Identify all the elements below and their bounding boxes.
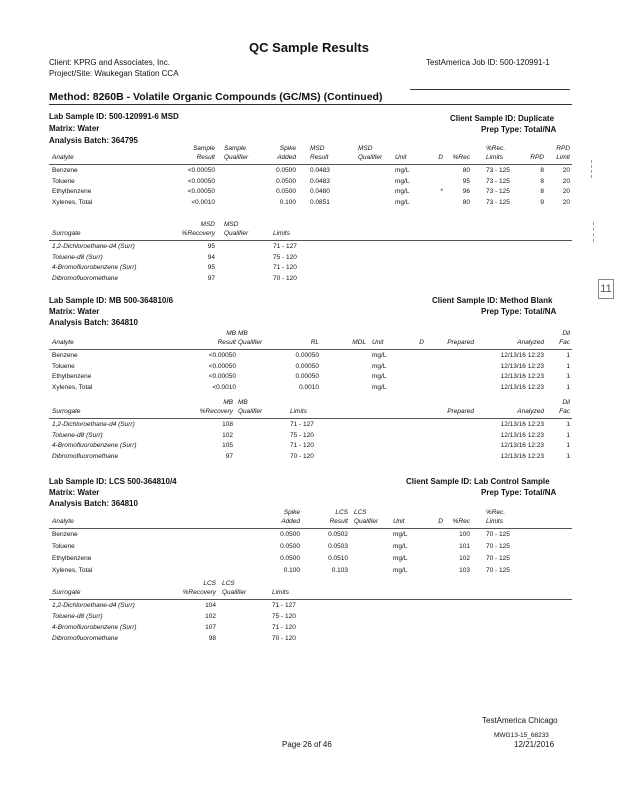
table-cell: <0.00050	[208, 373, 236, 380]
table-cell: 1	[566, 362, 570, 370]
table-cell: 1	[566, 383, 570, 391]
table-cell: 12/13/16 12:23	[500, 383, 544, 391]
table-cell: 102	[222, 431, 233, 439]
table-cell: 0.103	[331, 567, 348, 574]
column-header: RPD	[556, 145, 570, 152]
table-cell: 12/13/16 12:23	[500, 352, 544, 359]
lab-sample-id: Lab Sample ID: 500-120991-6 MSD	[49, 112, 179, 121]
table-cell: 1	[566, 352, 570, 359]
table-cell: 70 - 120	[273, 274, 297, 282]
analysis-batch: Analysis Batch: 364795	[49, 136, 138, 145]
column-header: Added	[281, 518, 300, 525]
column-header: Spike	[283, 509, 300, 516]
table-cell: mg/L	[393, 555, 408, 562]
table-cell: mg/L	[395, 188, 410, 195]
table-cell: 102	[459, 555, 470, 562]
table-cell: 1	[566, 421, 570, 428]
column-header: Qualifier	[238, 408, 263, 415]
table-cell: 70 - 120	[272, 635, 296, 642]
column-header: Result	[329, 518, 348, 525]
row-label: Toluene	[52, 362, 75, 370]
table-cell: 0.0500	[280, 555, 300, 562]
table-cell: 0.0502	[328, 531, 348, 538]
table-cell: 9	[540, 198, 544, 206]
prep-type: Prep Type: Total/NA	[481, 125, 557, 134]
table-cell: mg/L	[393, 531, 408, 538]
table-cell: 107	[205, 624, 216, 631]
column-header: %Recovery	[199, 408, 233, 415]
table-cell: 102	[205, 613, 216, 620]
table-cell: mg/L	[372, 362, 387, 370]
column-header: Dil	[562, 330, 570, 337]
matrix: Matrix: Water	[49, 488, 100, 497]
table-cell: 95	[207, 264, 215, 271]
row-label: 4-Bromofluorobenzene (Surr)	[52, 264, 137, 271]
table-cell: 20	[562, 188, 570, 195]
row-label: Benzene	[52, 167, 78, 174]
column-header: MB	[238, 330, 248, 337]
table-cell: 97	[207, 274, 215, 282]
column-header: Added	[277, 154, 296, 161]
table-cell: <0.0010	[212, 383, 236, 391]
client-sample-id: Client Sample ID: Method Blank	[432, 296, 553, 305]
table-cell: 12/13/16 12:23	[500, 431, 544, 439]
table-cell: <0.00050	[187, 177, 215, 185]
row-label: Dibromofluoromethane	[52, 635, 119, 642]
table-cell: 73 - 125	[486, 188, 510, 195]
row-label: 4-Bromofluorobenzene (Surr)	[52, 442, 137, 449]
column-header: %Rec	[452, 518, 470, 525]
footer-page-number: Page 26 of 46	[282, 740, 332, 749]
lab-sample-id: Lab Sample ID: MB 500-364810/6	[49, 296, 174, 305]
row-label: Benzene	[52, 352, 78, 359]
table-cell: 0.0500	[276, 167, 296, 174]
client-name: Client: KPRG and Associates, Inc.	[49, 58, 170, 67]
table-cell: mg/L	[395, 167, 410, 174]
page-title: QC Sample Results	[249, 40, 369, 55]
column-header: Sample	[192, 145, 215, 152]
table-cell: 70 - 125	[486, 531, 510, 538]
table-cell: <0.00050	[208, 362, 236, 370]
column-header: Analyzed	[517, 408, 544, 415]
table-cell: 0.0483	[310, 167, 330, 174]
table-cell: 75 - 120	[290, 431, 314, 439]
analysis-batch: Analysis Batch: 364810	[49, 318, 138, 327]
prep-type: Prep Type: Total/NA	[481, 488, 557, 497]
row-label: Toluene-d8 (Surr)	[52, 431, 103, 439]
row-label: Xylenes, Total	[52, 383, 93, 391]
column-header: Sample	[224, 145, 247, 152]
table-cell: 73 - 125	[486, 198, 510, 206]
table-cell: 73 - 125	[486, 167, 510, 174]
column-header: Analyte	[52, 339, 74, 346]
table-cell: mg/L	[372, 352, 387, 359]
table-cell: 1	[566, 373, 570, 380]
table-cell: 0.0480	[310, 188, 330, 195]
table-cell: <0.00050	[208, 352, 236, 359]
prep-type: Prep Type: Total/NA	[481, 307, 557, 316]
table-cell: 8	[540, 188, 544, 195]
table-cell: 1	[566, 452, 570, 460]
table-cell: 0.00050	[295, 362, 319, 370]
table-cell: 98	[208, 635, 216, 642]
column-header: Qualifier	[222, 589, 247, 596]
column-header: Analyte	[52, 154, 74, 161]
column-header: Limits	[486, 154, 503, 161]
table-cell: 71 - 120	[273, 264, 297, 271]
column-header: MSD	[310, 145, 325, 152]
column-header: Fac	[559, 408, 570, 415]
column-header: %Rec.	[486, 509, 506, 516]
row-label: Toluene-d8 (Surr)	[52, 613, 103, 620]
table-cell: 70 - 120	[290, 452, 314, 460]
column-header: Analyzed	[517, 339, 544, 346]
lab-sample-id: Lab Sample ID: LCS 500-364810/4	[49, 477, 177, 486]
table-cell: *	[440, 188, 443, 195]
project-site: Project/Site: Waukegan Station CCA	[49, 69, 179, 78]
row-label: Ethylbenzene	[52, 373, 92, 380]
table-cell: 94	[207, 253, 215, 261]
table-cell: 20	[562, 198, 570, 206]
table-cell: 97	[225, 452, 233, 460]
table-cell: 20	[562, 177, 570, 185]
column-header: %Recovery	[182, 589, 216, 596]
footer-company: TestAmerica Chicago	[482, 716, 558, 725]
row-label: 1,2-Dichloroethane-d4 (Surr)	[52, 602, 135, 609]
table-cell: 70 - 125	[486, 543, 510, 550]
table-cell: 12/13/16 12:23	[500, 421, 544, 428]
column-header: LCS	[203, 580, 216, 587]
table-cell: 0.0500	[280, 531, 300, 538]
table-cell: 0.0500	[280, 543, 300, 550]
column-header: MB	[238, 399, 248, 406]
row-label: Ethylbenzene	[52, 555, 92, 562]
column-header: MSD	[200, 221, 215, 228]
column-header: Unit	[372, 339, 384, 346]
column-header: Qualifier	[224, 154, 249, 161]
job-id: TestAmerica Job ID: 500-120991-1	[426, 58, 550, 67]
column-header: %Recovery	[181, 230, 215, 237]
column-header: Limits	[290, 408, 307, 415]
row-label: 1,2-Dichloroethane-d4 (Surr)	[52, 421, 135, 428]
column-header: Surrogate	[52, 230, 81, 237]
row-label: Dibromofluoromethane	[52, 452, 119, 460]
table-cell: mg/L	[395, 177, 410, 185]
column-header: D	[419, 339, 424, 346]
table-cell: 80	[462, 167, 470, 174]
column-header: RPD	[530, 154, 544, 161]
column-header: RL	[310, 339, 319, 346]
table-cell: 104	[205, 602, 216, 609]
column-header: Surrogate	[52, 408, 81, 415]
table-cell: 71 - 127	[272, 602, 296, 609]
table-cell: 12/13/16 12:23	[500, 373, 544, 380]
table-cell: 101	[459, 543, 470, 550]
column-header: Prepared	[447, 339, 474, 346]
method-title: Method: 8260B - Volatile Organic Compounds (GC/MS) (Continued)	[49, 91, 383, 103]
table-cell: 20	[562, 167, 570, 174]
table-cell: 1	[566, 442, 570, 449]
row-label: Toluene	[52, 543, 75, 550]
table-cell: 0.0010	[299, 383, 319, 391]
column-header: Result	[217, 339, 236, 346]
table-cell: <0.0010	[191, 198, 215, 206]
table-cell: 95	[462, 177, 470, 185]
matrix: Matrix: Water	[49, 124, 100, 133]
column-header: MB	[223, 399, 233, 406]
table-cell: 70 - 125	[486, 555, 510, 562]
table-cell: 103	[459, 567, 470, 574]
row-label: Ethylbenzene	[52, 188, 92, 195]
column-header: Fac	[559, 339, 570, 346]
client-sample-id: Client Sample ID: Duplicate	[450, 114, 555, 123]
column-header: MSD	[358, 145, 373, 152]
table-cell: 0.100	[279, 198, 296, 206]
table-cell: 0.0500	[276, 188, 296, 195]
column-header: LCS	[335, 509, 348, 516]
table-cell: <0.00050	[187, 167, 215, 174]
table-cell: <0.00050	[187, 188, 215, 195]
table-cell: 71 - 127	[273, 243, 297, 250]
row-label: 1,2-Dichloroethane-d4 (Surr)	[52, 243, 135, 250]
column-header: Unit	[395, 154, 407, 161]
table-cell: 0.100	[283, 567, 300, 574]
column-header: MB	[226, 330, 236, 337]
table-cell: 70 - 125	[486, 567, 510, 574]
column-header: Dil	[562, 399, 570, 406]
table-cell: 108	[222, 421, 233, 428]
column-header: Qualifier	[238, 339, 263, 346]
column-header: MDL	[352, 339, 366, 346]
column-header: Unit	[393, 518, 405, 525]
column-header: Limits	[486, 518, 503, 525]
matrix: Matrix: Water	[49, 307, 100, 316]
footer-date: 12/21/2016	[514, 740, 555, 749]
footer-doc-id: MWG13-15_68233	[494, 732, 549, 739]
column-header: D	[438, 518, 443, 525]
column-header: Result	[310, 154, 329, 161]
table-cell: 73 - 125	[486, 177, 510, 185]
table-cell: mg/L	[393, 567, 408, 574]
table-cell: 0.00050	[295, 373, 319, 380]
table-cell: 8	[540, 167, 544, 174]
table-cell: 0.00050	[295, 352, 319, 359]
table-cell: 75 - 120	[273, 253, 297, 261]
table-cell: 12/13/16 12:23	[500, 362, 544, 370]
table-cell: 12/13/16 12:23	[500, 442, 544, 449]
column-header: Qualifier	[354, 518, 379, 525]
table-cell: mg/L	[395, 198, 410, 206]
tab-marker-icon: 11	[598, 279, 614, 299]
column-header: Limits	[273, 230, 290, 237]
column-header: %Rec.	[486, 145, 506, 152]
table-cell: 1	[566, 431, 570, 439]
column-header: Spike	[279, 145, 296, 152]
column-header: LCS	[354, 509, 367, 516]
row-label: Toluene	[52, 177, 75, 185]
client-sample-id: Client Sample ID: Lab Control Sample	[406, 477, 550, 486]
table-cell: 0.0851	[310, 198, 330, 206]
table-cell: 0.0503	[328, 543, 348, 550]
header-rule	[49, 528, 572, 529]
column-header: %Rec	[452, 154, 470, 161]
column-header: Qualifier	[358, 154, 383, 161]
table-cell: mg/L	[372, 383, 387, 391]
column-header: Analyte	[52, 518, 74, 525]
column-header: MSD	[224, 221, 239, 228]
table-cell: mg/L	[393, 543, 408, 550]
table-cell: 0.0500	[276, 177, 296, 185]
table-cell: 71 - 127	[290, 421, 314, 428]
table-cell: 96	[462, 188, 470, 195]
row-label: Xylenes, Total	[52, 198, 93, 206]
column-header: LCS	[222, 580, 235, 587]
column-header: Limits	[272, 589, 289, 596]
row-label: Xylenes, Total	[52, 567, 93, 574]
column-header: Surrogate	[52, 589, 81, 596]
table-cell: 71 - 120	[272, 624, 296, 631]
table-cell: 105	[222, 442, 233, 449]
column-header: D	[438, 154, 443, 161]
table-cell: 0.0510	[328, 555, 348, 562]
table-cell: 75 - 120	[272, 613, 296, 620]
table-cell: 71 - 120	[290, 442, 314, 449]
table-cell: mg/L	[372, 373, 387, 380]
table-cell: 95	[207, 243, 215, 250]
analysis-batch: Analysis Batch: 364810	[49, 499, 138, 508]
table-cell: 8	[540, 177, 544, 185]
row-label: Toluene-d8 (Surr)	[52, 253, 103, 261]
column-header: Result	[196, 154, 215, 161]
column-header: Prepared	[447, 408, 474, 415]
table-cell: 80	[462, 198, 470, 206]
table-cell: 0.0483	[310, 177, 330, 185]
row-label: Benzene	[52, 531, 78, 538]
table-cell: 100	[459, 531, 470, 538]
column-header: Qualifier	[224, 230, 249, 237]
table-cell: 12/13/16 12:23	[500, 452, 544, 460]
row-label: 4-Bromofluorobenzene (Surr)	[52, 624, 137, 631]
column-header: Limit	[556, 154, 570, 161]
row-label: Dibromofluoromethane	[52, 274, 119, 282]
header-rule	[49, 599, 572, 600]
